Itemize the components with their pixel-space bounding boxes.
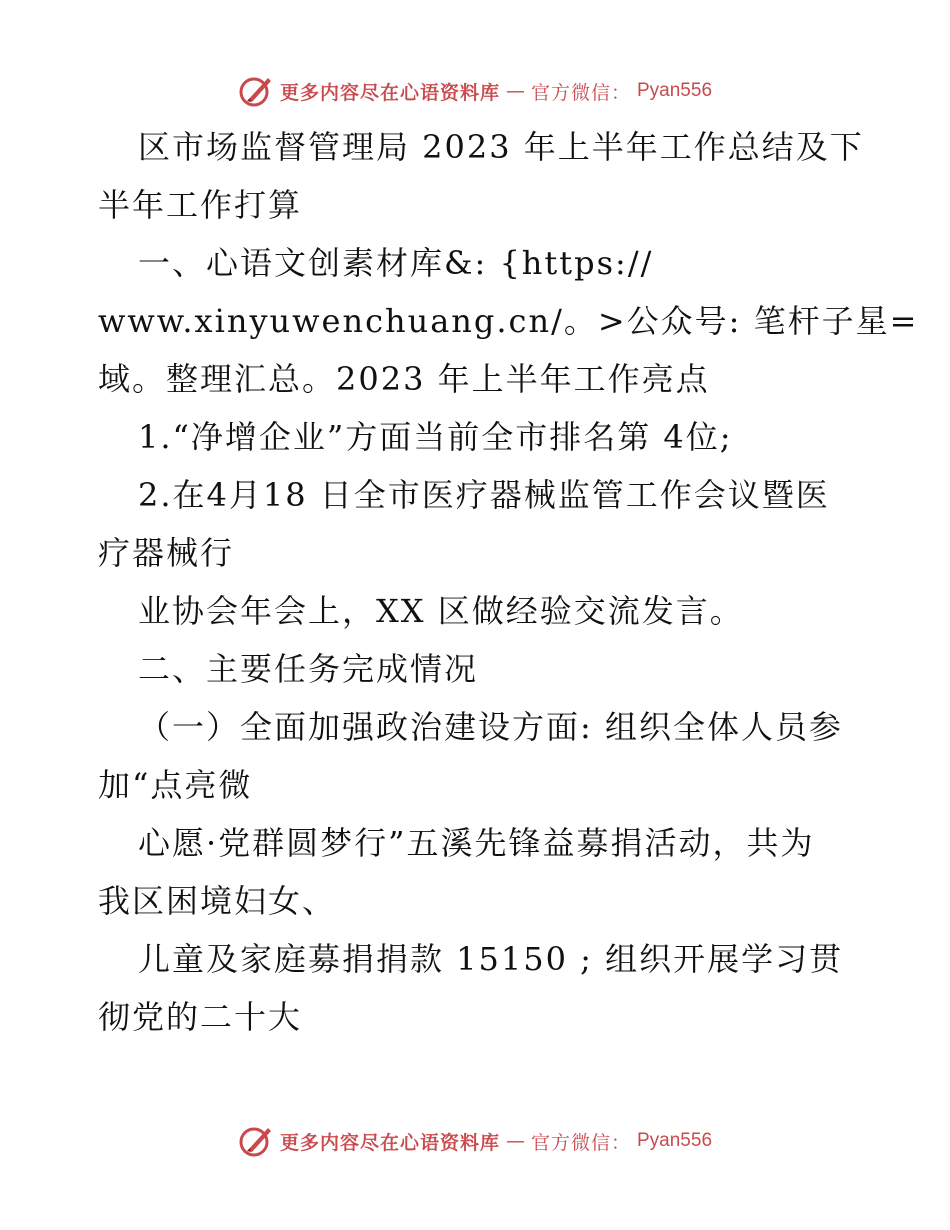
subsection-one-cont-5: 彻党的二十大 (98, 998, 303, 1036)
watermark-dash: — (505, 1130, 525, 1152)
watermark-dash: — (505, 80, 525, 102)
watermark-label: 官方微信： (530, 81, 631, 104)
section-one-heading-cont-2: 域。整理汇总。2023 年上半年工作亮点 (98, 360, 710, 398)
section-two-heading: 二、主要任务完成情况 (138, 650, 479, 688)
doc-title-line-1: 区市场监督管理局 2023 年上半年工作总结及下 (138, 128, 864, 166)
highlight-item-2: 2.在4月18 日全市医疗器械监管工作会议暨医 (138, 476, 830, 514)
highlight-item-2-cont: 疗器械行 (98, 534, 235, 572)
quill-logo-icon (238, 1124, 274, 1158)
watermark-text: 更多内容尽在心语资料库 (279, 81, 500, 104)
subsection-one-cont-1: 加“点亮微 (98, 766, 253, 804)
highlight-item-1: 1.“净增企业”方面当前全市排名第 4位; (138, 418, 733, 456)
section-one-heading-cont-1: www.xinyuwenchuang.cn/。>公众号: 笔杆子星= (98, 302, 919, 340)
document-body (98, 118, 919, 1046)
subsection-one: （一）全面加强政治建设方面: 组织全体人员参 (138, 708, 843, 746)
doc-title-line-2: 半年工作打算 (98, 186, 303, 224)
watermark-label: 官方微信： (530, 1131, 631, 1154)
footer-watermark (0, 1124, 950, 1158)
quill-logo-icon (238, 74, 274, 108)
highlight-item-2-cont-2: 业协会年会上，XX 区做经验交流发言。 (138, 592, 744, 630)
section-one-heading: 一、心语文创素材库&: {https:// (138, 244, 654, 282)
subsection-one-cont-3: 我区困境妇女、 (98, 882, 337, 920)
header-watermark (0, 74, 950, 108)
subsection-one-cont-4: 儿童及家庭募捐捐款 15150 ; 组织开展学习贯 (138, 940, 844, 978)
watermark-id: Pyan556 (637, 80, 713, 101)
subsection-one-cont-2: 心愿·党群圆梦行”五溪先锋益募捐活动，共为 (138, 824, 815, 862)
watermark-text: 更多内容尽在心语资料库 (279, 1131, 500, 1154)
watermark-id: Pyan556 (637, 1130, 713, 1151)
